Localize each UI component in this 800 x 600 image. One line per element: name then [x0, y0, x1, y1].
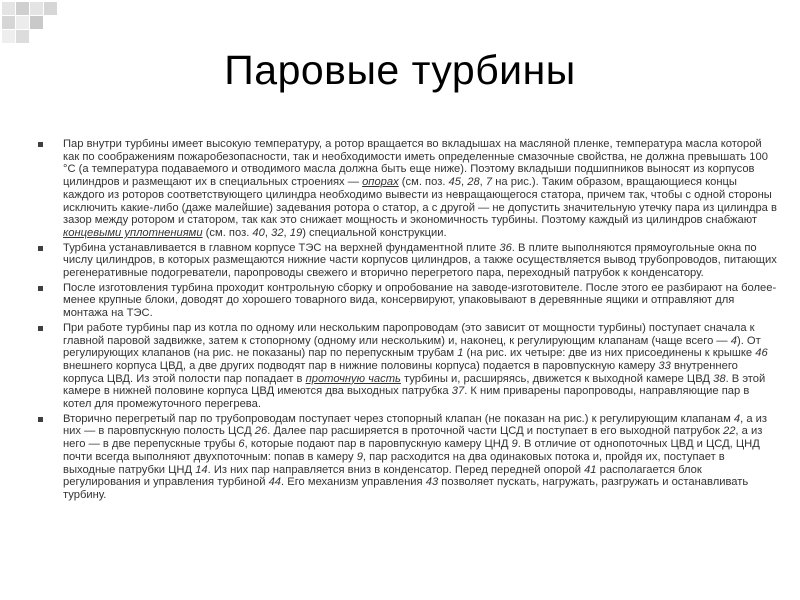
deco-square [16, 30, 29, 43]
position-number: 4 [730, 334, 737, 347]
position-number: 9 [511, 438, 518, 451]
text-segment: . В плите выполняются прямоугольные окна по числу цилиндров, в которых размещаются нижние части корпусов цилиндров, а также осуществляется вывод трубопроводов, питающих регенеративные подогреватели, паропроводы свежего и вторично перегретого пара, переходный патрубок к конденсатору. [63, 241, 777, 280]
text-segment: позволяет пускать, нагружать, разгружать и останавливать турбину. [63, 476, 749, 501]
text-segment: , пар расходится на два одинаковых потока и, пройдя их, поступает в выходные патрубки ЦНД [63, 450, 725, 476]
bullet-text [63, 282, 776, 319]
position-number: 43 [425, 476, 439, 489]
text-segment: После изготовления турбина проходит контрольную сборку и опробование на заводе-изготовителе. После этого ее разбирают на более-менее крупные блоки, доводят до хорошего товарного вида, консервируют, упаковывают в деревянные ящики и отправляют для монтажа на ТЭС. [63, 281, 777, 320]
position-number: 4 [733, 412, 741, 425]
position-number: 28 [467, 176, 480, 189]
bullet-item [38, 282, 778, 320]
emphasized-term: проточную часть [305, 372, 401, 385]
text-segment: . В этой камере в нижней половине корпуса ЦВД имеются два выходных патрубка [63, 372, 766, 398]
deco-square [44, 2, 57, 15]
text-segment: . В отличие от однопоточных ЦВД и ЦСД, ЦНД почти всегда выполняют двухпоточным: попав в камеру [63, 438, 760, 463]
bullet-text [63, 413, 767, 501]
position-number: 41 [584, 463, 597, 476]
square-bullet-icon [38, 246, 43, 251]
bullet-text [63, 242, 777, 279]
text-segment: (на рис. их четыре: две из них присоединены к крышке [463, 347, 756, 360]
text-segment: , [264, 226, 272, 239]
text-segment: внешнего корпуса ЦВД, а две других подводят пар в нижние половины корпуса) подается в паровпускную камеру [63, 359, 659, 372]
text-segment: ) специальной конструкции. [302, 226, 447, 239]
text-segment: , а из него — в две перепускные трубы [63, 425, 763, 451]
text-segment: (см. поз. [202, 226, 253, 239]
text-segment: Пар внутри турбины имеет высокую температуру, а ротор вращается во вкладышах на масляной пленке, температура масла которой как по соображениям пожаробезопасности, так и необходимости иметь определенные смазочные свойства, не должна превышать 100 °С (а температура подаваемого и отводимого масла должна быть еще ниже). Поэтому вкладыши подшипников выносят из корпусов цилиндров и размещают их в специальных строениях — [63, 138, 768, 189]
position-number: 44 [268, 476, 282, 489]
bullet-item [38, 413, 778, 502]
deco-square [2, 16, 15, 29]
text-segment: . Из них пар направляется вниз в конденсатор. Перед передней опорой [207, 463, 585, 476]
text-segment: . Его механизм управления [281, 476, 426, 489]
square-bullet-icon [38, 286, 43, 291]
position-number: 22 [722, 425, 736, 438]
position-number: 1 [457, 347, 464, 360]
corner-decoration [0, 0, 60, 50]
square-bullet-icon [38, 417, 43, 422]
bullet-text [63, 322, 768, 410]
text-segment: располагается блок регулирования и управления турбиной [63, 463, 702, 489]
position-number: 19 [289, 226, 303, 239]
bullet-list [38, 138, 778, 504]
square-bullet-icon [38, 142, 43, 147]
position-number: 38 [713, 372, 726, 385]
position-number: 36 [499, 241, 512, 254]
position-number: 6 [238, 438, 245, 451]
text-segment: Вторично перегретый пар по трубопроводам поступает через стопорный клапан (не показан на рис.) к регулирующим клапанам [63, 412, 734, 425]
deco-square [2, 30, 15, 43]
text-segment: . К ним приварены паропроводы, направляющие пар в котел для промежуточного перегрева. [63, 385, 750, 411]
bullet-item [38, 242, 778, 280]
text-segment: , которые подают пар в паровпускную камеру ЦНД [244, 438, 512, 451]
text-segment: на рис.). Таким образом, вращающиеся концы каждого из роторов соответствующего цилиндра необходимо вывести из невращающегося статора, причем так, чтобы с одной стороны исключить какие-либо (даже малейшие) задевания ротора о статор, а с другой — не допустить значительную утечку пара из цилиндра в зазор между ротором и статором, так как это снижает мощность и экономичность турбины. Поэтому каждый из цилиндров снабжают [63, 176, 777, 227]
position-number: 45 [448, 176, 461, 189]
deco-square [16, 16, 29, 29]
square-bullet-icon [38, 326, 43, 331]
text-segment: , а из них — в паровпускную полость ЦСД [63, 412, 768, 438]
text-segment: При работе турбины пар из котла по одному или нескольким паропроводам (это зависит от мощности турбины) поступает сначала к главной паровой задвижке, затем к стопорному (одному или нескольким) и, наконец, к регулирующим клапанам (чаще всего — [63, 321, 755, 347]
text-segment: , [283, 226, 290, 239]
bullet-text [63, 138, 777, 239]
bullet-item [38, 138, 778, 240]
text-segment: . Далее пар расширяется в проточной части ЦСД и поступает в его выходной патрубок [267, 425, 723, 438]
emphasized-term: концевыми уплотнениями [63, 226, 203, 239]
text-segment: ). От регулирующих клапанов (на рис. не показаны) пар по перепускным трубам [63, 334, 761, 360]
position-number: 9 [356, 450, 363, 463]
position-number: 14 [195, 463, 208, 476]
slide-title: Паровые турбины [224, 47, 576, 93]
position-number: 26 [254, 425, 268, 438]
position-number: 33 [658, 359, 671, 372]
position-number: 37 [451, 385, 465, 398]
text-segment: турбины и, расширяясь, движется к выходной камере ЦВД [400, 372, 714, 385]
position-number: 7 [485, 176, 493, 189]
deco-square [16, 2, 29, 15]
deco-square [2, 2, 15, 15]
text-segment: , [479, 176, 486, 189]
position-number: 46 [755, 347, 768, 360]
deco-square [30, 2, 43, 15]
text-segment: (см. поз. [398, 176, 449, 189]
position-number: 32 [271, 226, 284, 239]
bullet-item [38, 322, 778, 411]
position-number: 40 [252, 226, 265, 239]
deco-square [30, 16, 43, 29]
emphasized-term: опорах [362, 176, 399, 189]
text-segment: , [461, 176, 468, 189]
text-segment: Турбина устанавливается в главном корпусе ТЭС на верхней фундаментной плите [63, 241, 500, 254]
text-segment: внутреннего корпуса ЦВД. Из этой полости пар попадает в [63, 359, 738, 385]
